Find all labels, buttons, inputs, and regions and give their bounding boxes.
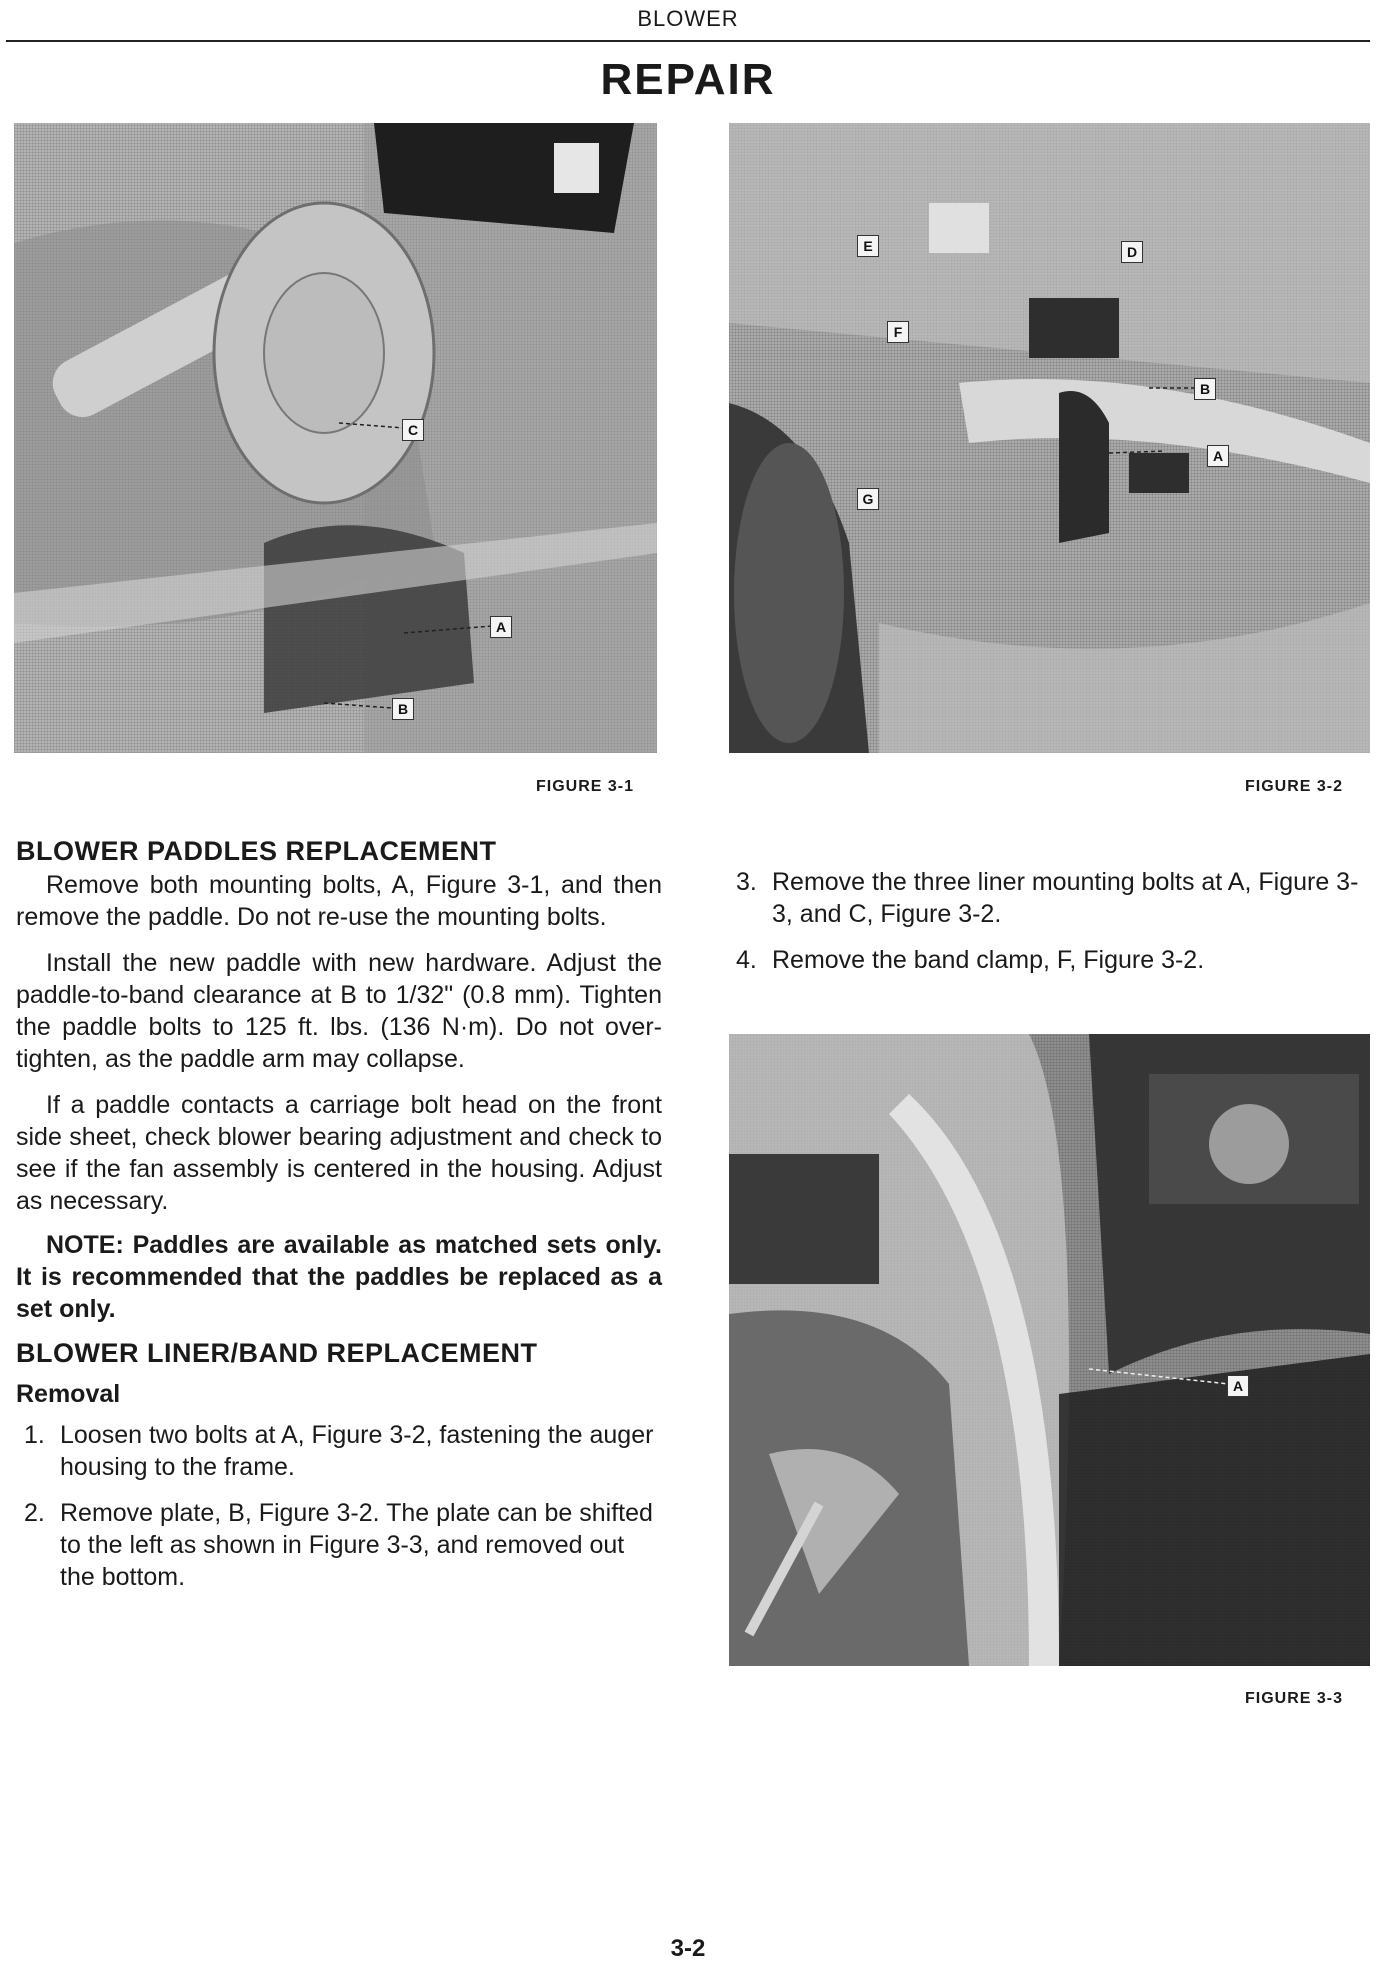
figure-3-1-callout-b: B <box>392 698 414 720</box>
section-title: REPAIR <box>600 55 776 104</box>
step-number: 4. <box>736 946 757 974</box>
figure-3-3-photo <box>729 1034 1370 1666</box>
figure-3-2-callout-g: G <box>857 488 879 510</box>
running-head: BLOWER <box>637 6 739 31</box>
paddles-paragraph-2: Install the new paddle with new hardware. Adjust the paddle-to-band clearance at B to 1/32" (0.8 mm). Tighten the paddle bolts to 125 ft. lbs. (136 N·m). Do not over-tighten, as the paddle arm may collapse. <box>16 949 662 1073</box>
figure-3-1-illustration <box>14 123 657 753</box>
removal-steps-right <box>728 866 1373 976</box>
paddles-note: NOTE: Paddles are available as matched sets only. It is recommended that the paddles be replaced as a set only. <box>16 1231 662 1323</box>
removal-steps-left <box>16 1419 662 1593</box>
removal-step <box>728 866 1373 930</box>
step-text: Remove the band clamp, F, Figure 3-2. <box>772 946 1205 974</box>
figure-3-2-callout-b: B <box>1194 378 1216 400</box>
header-rule <box>6 40 1370 42</box>
figure-3-2-caption: FIGURE 3-2 <box>1245 778 1344 795</box>
figure-3-2-callout-a: A <box>1207 445 1229 467</box>
step-number: 1. <box>24 1421 45 1449</box>
figure-3-2-callout-f: F <box>887 321 909 343</box>
right-column <box>728 866 1373 976</box>
step-text: Loosen two bolts at A, Figure 3-2, fastening the auger housing to the frame. <box>60 1421 654 1481</box>
removal-step <box>16 1419 662 1483</box>
figure-3-1-caption: FIGURE 3-1 <box>536 778 635 795</box>
liner-heading: BLOWER LINER/BAND REPLACEMENT <box>16 1338 538 1368</box>
figure-3-2-photo <box>729 123 1370 753</box>
step-text: Remove the three liner mounting bolts at A, Figure 3-3, and C, Figure 3-2. <box>772 868 1359 928</box>
figure-3-2-illustration <box>729 123 1370 753</box>
removal-step <box>728 944 1373 976</box>
paddles-paragraph-1: Remove both mounting bolts, A, Figure 3-1, and then remove the paddle. Do not re-use the mounting bolts. <box>16 871 662 931</box>
step-number: 2. <box>24 1499 45 1527</box>
liner-subheading: Removal <box>16 1380 121 1408</box>
figure-3-3-illustration <box>729 1034 1370 1666</box>
paddles-heading: BLOWER PADDLES REPLACEMENT <box>16 836 497 866</box>
figure-3-3-caption: FIGURE 3-3 <box>1245 1690 1344 1707</box>
figure-3-1-photo <box>14 123 657 753</box>
step-number: 3. <box>736 868 757 896</box>
left-column <box>16 833 662 1593</box>
paddles-paragraph-3: If a paddle contacts a carriage bolt head on the front side sheet, check blower bearing adjustment and check to see if the fan assembly is centered in the housing. Adjust as necessary. <box>16 1091 662 1215</box>
step-text: Remove plate, B, Figure 3-2. The plate can be shifted to the left as shown in Figure 3-3, and removed out the bottom. <box>60 1499 653 1591</box>
figure-3-3-callout-a: A <box>1227 1375 1249 1397</box>
page-number: 3-2 <box>670 1935 706 1962</box>
figure-3-2-callout-d: D <box>1121 241 1143 263</box>
figure-3-2-callout-e: E <box>857 235 879 257</box>
removal-step <box>16 1497 662 1593</box>
figure-3-1-callout-a: A <box>490 616 512 638</box>
figure-3-1-callout-c: C <box>402 419 424 441</box>
